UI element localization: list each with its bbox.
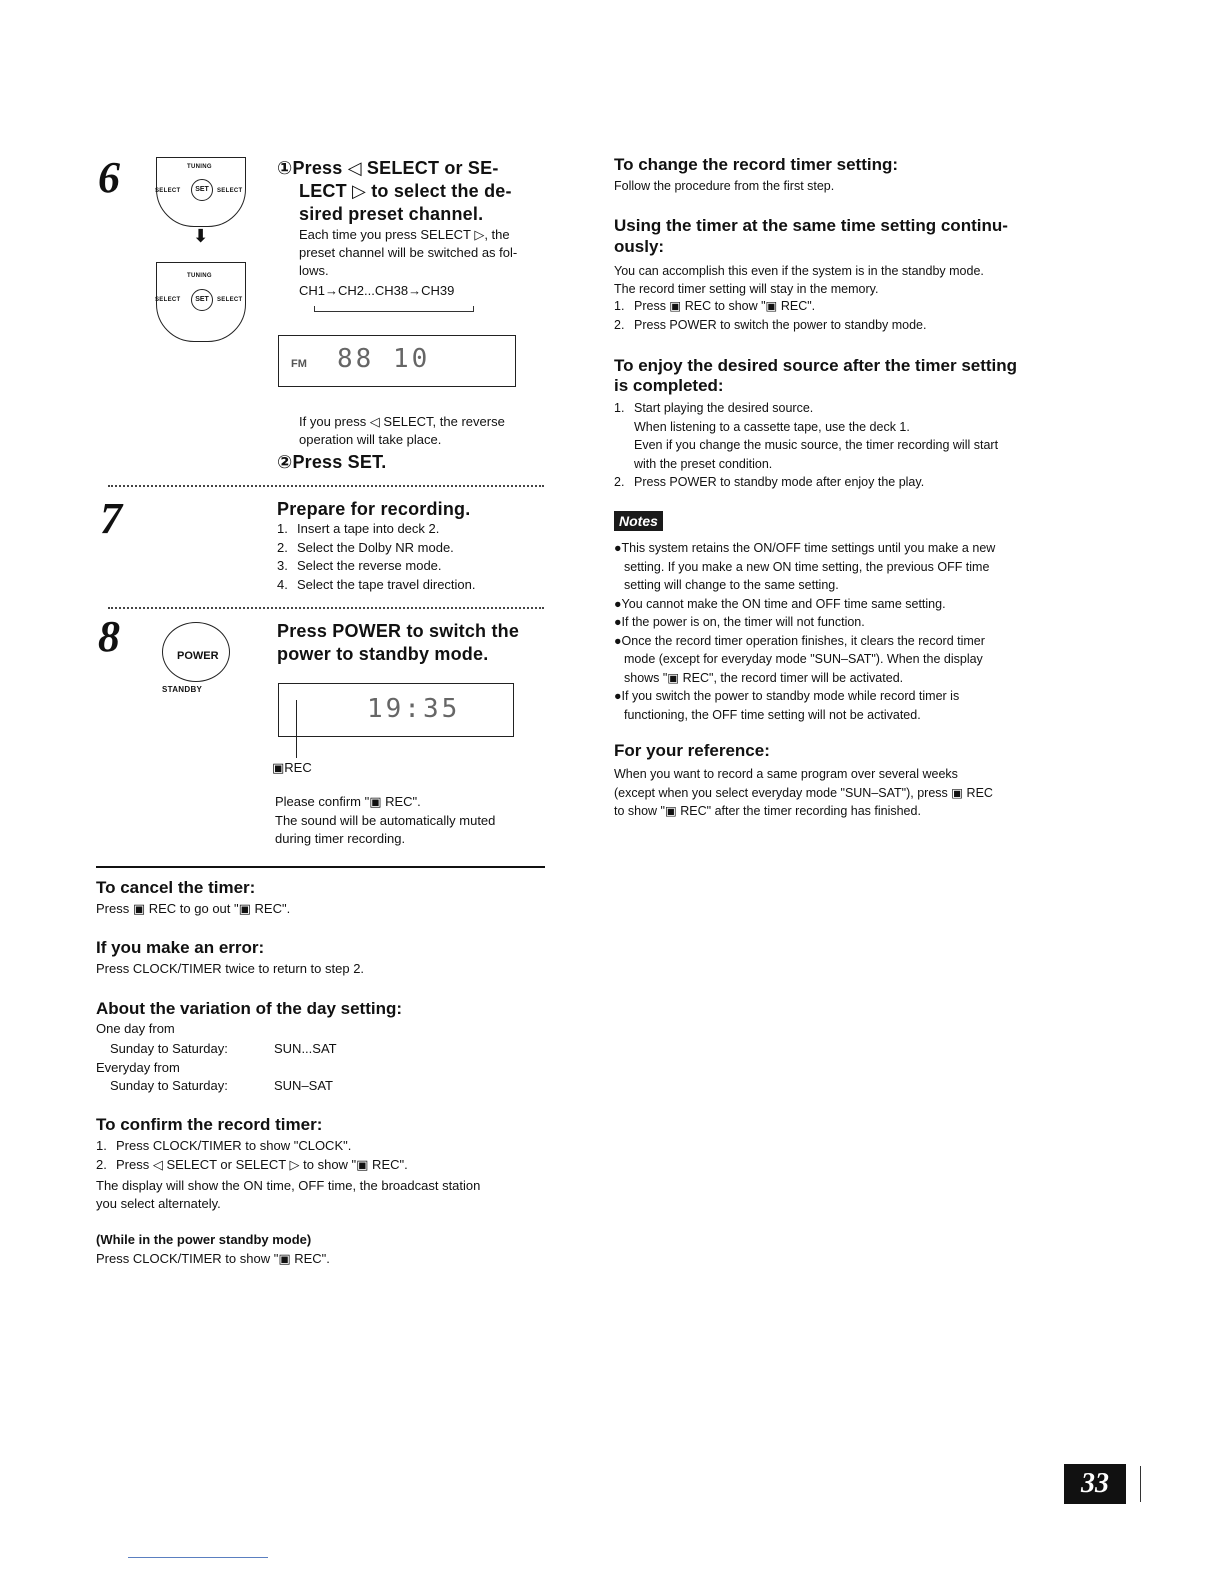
list-item-cont: with the preset condition.	[634, 456, 773, 471]
list-num: 1.	[614, 401, 625, 415]
reference-line1: When you want to record a same program over several weeks	[614, 767, 958, 781]
enjoy-list	[614, 399, 1084, 492]
remote-select-left-2: SELECT	[155, 297, 181, 303]
error-body: Press CLOCK/TIMER twice to return to step 2.	[96, 961, 365, 976]
lcd-band: FM	[291, 358, 307, 370]
same-time-title-line2: ously:	[614, 237, 665, 256]
enjoy-title-line1: To enjoy the desired source after the timer setting	[614, 356, 1018, 375]
remote-select-right: SELECT	[217, 188, 243, 194]
list-item: Press POWER to standby mode after enjoy the play.	[634, 475, 925, 489]
channel-sequence: CH1→CH2...CH38→CH39	[299, 283, 455, 298]
list-num: 4.	[277, 576, 288, 592]
step7-list	[277, 520, 537, 594]
reverse-note-line1: If you press ◁ SELECT, the reverse	[299, 414, 505, 429]
variation-row3: Everyday from	[96, 1060, 180, 1075]
list-num: 2.	[614, 475, 625, 489]
list-num: 2.	[277, 539, 288, 555]
remote-tuning-panel-2	[156, 262, 246, 342]
note-line: shows "▣ REC", the record timer will be activated.	[624, 670, 904, 685]
bottom-scan-line	[128, 1557, 268, 1558]
page-number: 33	[1064, 1464, 1126, 1504]
same-time-body-line2: The record timer setting will stay in the memory.	[614, 282, 879, 296]
step6-heading-line1: ①Press ◁ SELECT or SE-	[277, 158, 499, 178]
confirm-timer-list	[96, 1137, 556, 1174]
step8-heading-line1: Press POWER to switch the	[277, 621, 520, 641]
page-edge-mark	[1140, 1466, 1141, 1502]
step6-heading-line2: LECT ▷ to select the de-	[299, 181, 512, 201]
confirm-rec-text: Please confirm "▣ REC".	[275, 794, 421, 809]
step-number-7: 7	[100, 494, 122, 543]
power-button-illustration	[162, 622, 230, 682]
note-line: ●You cannot make the ON time and OFF time same setting.	[614, 596, 946, 611]
rec-pointer-line	[296, 700, 297, 758]
list-item: Press ▣ REC to show "▣ REC".	[634, 299, 816, 313]
change-timer-body: Follow the procedure from the first step.	[614, 179, 835, 193]
remote-select-left: SELECT	[155, 188, 181, 194]
variation-title: About the variation of the day setting:	[96, 999, 403, 1018]
muted-line1: The sound will be automatically muted	[275, 813, 496, 828]
notes-badge: Notes	[614, 511, 663, 531]
lcd-frequency: 88 10	[337, 344, 431, 374]
standby-mode-title: (While in the power standby mode)	[96, 1232, 312, 1247]
note-line: ●Once the record timer operation finishes, it clears the record timer	[614, 633, 985, 648]
confirm-timer-body-line2: you select alternately.	[96, 1196, 221, 1211]
variation-row1: One day from	[96, 1021, 175, 1036]
note-line: setting will change to the same setting.	[624, 578, 839, 592]
reference-line2: (except when you select everyday mode "SUN–SAT"), press ▣ REC	[614, 786, 993, 800]
remote-top-label: TUNING	[187, 164, 212, 170]
note-line: mode (except for everyday mode "SUN–SAT"). When the display	[624, 652, 983, 666]
list-num: 2.	[614, 317, 625, 332]
confirm-timer-body-line1: The display will show the ON time, OFF time, the broadcast station	[96, 1178, 481, 1193]
lcd-time: 19:35	[367, 694, 461, 724]
error-title: If you make an error:	[96, 938, 265, 957]
reference-line3: to show "▣ REC" after the timer recording has finished.	[614, 804, 921, 818]
divider-dotted-2	[108, 607, 544, 609]
divider-dotted-1	[108, 485, 544, 487]
cancel-timer-title: To cancel the timer:	[96, 878, 256, 897]
list-item: Press POWER to switch the power to standby mode.	[634, 317, 927, 332]
list-item: Press ◁ SELECT or SELECT ▷ to show "▣ REC".	[116, 1156, 408, 1172]
cancel-timer-body: Press ▣ REC to go out "▣ REC".	[96, 901, 291, 916]
section-rule	[96, 866, 545, 868]
step-number-8: 8	[98, 612, 120, 661]
list-num: 1.	[96, 1138, 107, 1153]
notes-list	[614, 539, 1074, 724]
list-item: Select the reverse mode.	[297, 558, 442, 573]
same-time-list	[614, 297, 1084, 334]
list-item: Insert a tape into deck 2.	[297, 521, 440, 536]
set-knob-2	[191, 289, 213, 311]
list-item: Select the tape travel direction.	[297, 576, 476, 592]
step6-heading-line3: sired preset channel.	[299, 204, 484, 224]
set-knob-label-2: SET	[195, 296, 209, 303]
press-set: ②Press SET.	[277, 452, 387, 472]
list-num: 1.	[614, 299, 625, 313]
reverse-note-line2: operation will take place.	[299, 432, 442, 447]
same-time-body-line1: You can accomplish this even if the system is in the standby mode.	[614, 264, 984, 278]
lcd-display-clock	[278, 683, 514, 737]
standby-mode-body: Press CLOCK/TIMER to show "▣ REC".	[96, 1251, 330, 1266]
variation-row2-value: SUN...SAT	[274, 1041, 337, 1056]
sequence-return-arrow	[314, 306, 474, 312]
change-timer-title: To change the record timer setting:	[614, 155, 899, 174]
lcd-display-tuner	[278, 335, 516, 387]
set-knob-label: SET	[195, 186, 209, 193]
remote-top-label-2: TUNING	[187, 273, 212, 279]
list-num: 3.	[277, 558, 288, 573]
variation-row4-label: Sunday to Saturday:	[110, 1078, 228, 1093]
reference-title: For your reference:	[614, 741, 770, 760]
note-line: ●If the power is on, the timer will not function.	[614, 615, 865, 629]
note-line: ●If you switch the power to standby mode while record timer is	[614, 689, 960, 703]
list-num: 2.	[96, 1156, 107, 1172]
arrow-down-icon: ⬇	[193, 226, 209, 246]
list-item-cont: Even if you change the music source, the timer recording will start	[634, 438, 999, 452]
standby-label: STANDBY	[162, 685, 203, 694]
rec-indicator: ▣REC	[272, 760, 312, 775]
step7-heading: Prepare for recording.	[277, 499, 471, 519]
confirm-timer-title: To confirm the record timer:	[96, 1115, 323, 1134]
step6-body-line2: preset channel will be switched as fol-	[299, 245, 518, 260]
list-item: Start playing the desired source.	[634, 401, 814, 415]
list-item-cont: When listening to a cassette tape, use the deck 1.	[634, 419, 910, 434]
power-label: POWER	[177, 650, 219, 662]
muted-line2: during timer recording.	[275, 831, 406, 846]
list-num: 1.	[277, 521, 288, 536]
note-line: functioning, the OFF time setting will not be activated.	[624, 707, 921, 722]
step6-body-line1: Each time you press SELECT ▷, the	[299, 227, 510, 242]
note-line: ●This system retains the ON/OFF time settings until you make a new	[614, 541, 996, 555]
step6-body-line3: lows.	[299, 263, 329, 278]
note-line: setting. If you make a new ON time setting, the previous OFF time	[624, 559, 990, 574]
step8-heading-line2: power to standby mode.	[277, 644, 489, 664]
set-knob	[191, 179, 213, 201]
variation-row4-value: SUN–SAT	[274, 1078, 333, 1093]
step-number-6: 6	[98, 153, 120, 202]
variation-row2-label: Sunday to Saturday:	[110, 1041, 228, 1056]
list-item: Select the Dolby NR mode.	[297, 539, 454, 555]
same-time-title-line1: Using the timer at the same time setting continu-	[614, 216, 1008, 235]
remote-select-right-2: SELECT	[217, 297, 243, 303]
enjoy-title-line2: is completed:	[614, 376, 724, 395]
remote-tuning-panel-1	[156, 157, 246, 227]
list-item: Press CLOCK/TIMER to show "CLOCK".	[116, 1138, 352, 1153]
